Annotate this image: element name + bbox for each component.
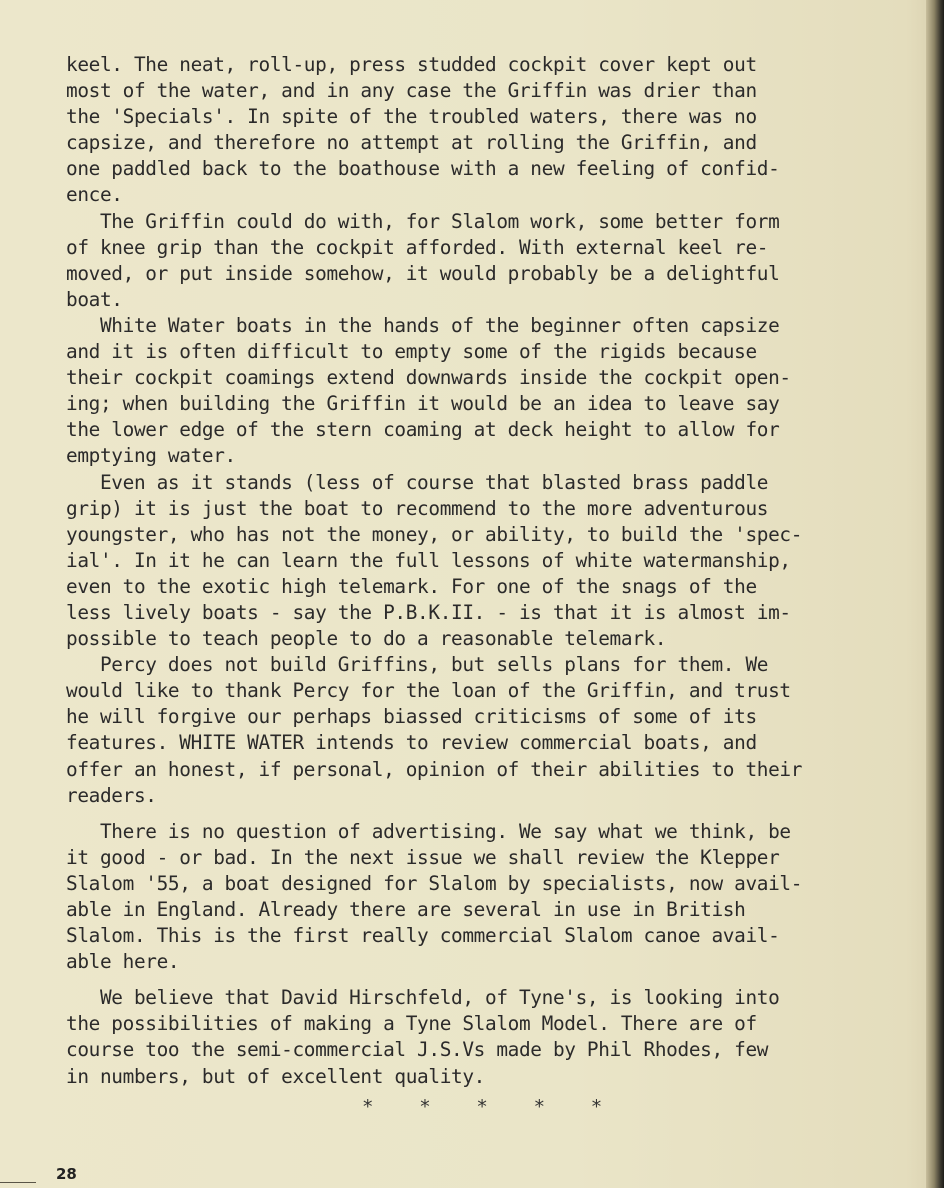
text-line: moved, or put inside somehow, it would probably be a delightful [66, 261, 780, 285]
paragraph-7 [66, 985, 896, 1089]
body-text [66, 52, 896, 1090]
paragraph-5 [66, 652, 896, 809]
text-line: keel. The neat, roll-up, press studded cockpit cover kept out [66, 53, 757, 76]
text-line: of knee grip than the cockpit afforded. With external keel re- [66, 235, 769, 259]
text-line: Even as it stands (less of course that blasted brass paddle [66, 470, 769, 494]
paragraph-4 [66, 470, 896, 653]
page-number: 28 [56, 1165, 77, 1183]
section-divider: * * * * * [362, 1096, 603, 1118]
text-line: ial'. In it he can learn the full lessons of white watermanship, [66, 548, 791, 572]
text-line: features. WHITE WATER intends to review commercial boats, and [66, 731, 757, 755]
text-line: in numbers, but of excellent quality. [66, 1064, 485, 1088]
text-line: their cockpit coamings extend downwards inside the cockpit open- [66, 366, 791, 390]
text-line: ence. [66, 183, 123, 207]
text-line: one paddled back to the boathouse with a new feeling of confid- [66, 157, 780, 181]
text-line: boat. [66, 287, 123, 311]
text-line: Slalom. This is the first really commercial Slalom canoe avail- [66, 924, 780, 948]
text-line: emptying water. [66, 444, 236, 468]
paragraph-1 [66, 52, 896, 209]
text-line: would like to thank Percy for the loan of the Griffin, and trust [66, 679, 791, 703]
text-line: he will forgive our perhaps biassed criticisms of some of its [66, 705, 757, 729]
text-line: The Griffin could do with, for Slalom work, some better form [66, 209, 780, 233]
paragraph-gap [66, 809, 896, 819]
text-line: even to the exotic high telemark. For one of the snags of the [66, 574, 757, 598]
text-line: There is no question of advertising. We say what we think, be [66, 819, 791, 843]
text-line: it good - or bad. In the next issue we shall review the Klepper [66, 845, 780, 869]
paragraph-2 [66, 209, 896, 313]
paragraph-6 [66, 819, 896, 976]
text-line: most of the water, and in any case the Griffin was drier than [66, 79, 757, 103]
text-line: Slalom '55, a boat designed for Slalom by specialists, now avail- [66, 871, 803, 895]
text-line: capsize, and therefore no attempt at rolling the Griffin, and [66, 131, 757, 155]
text-line: offer an honest, if personal, opinion of their abilities to their [66, 757, 803, 781]
paragraph-3 [66, 313, 896, 470]
text-line: possible to teach people to do a reasonable telemark. [66, 627, 667, 651]
text-line: course too the semi-commercial J.S.Vs made by Phil Rhodes, few [66, 1038, 769, 1062]
text-line: We believe that David Hirschfeld, of Tyne's, is looking into [66, 986, 780, 1010]
text-line: less lively boats - say the P.B.K.II. - is that it is almost im- [66, 600, 791, 624]
text-line: the lower edge of the stern coaming at deck height to allow for [66, 418, 780, 442]
text-line: able in England. Already there are several in use in British [66, 898, 746, 921]
book-spine-shadow [926, 0, 944, 1188]
text-line: White Water boats in the hands of the beginner often capsize [66, 313, 780, 337]
text-line: the possibilities of making a Tyne Slalom Model. There are of [66, 1012, 757, 1036]
text-line: grip) it is just the boat to recommend to the more adventurous [66, 496, 769, 520]
text-line: able here. [66, 950, 180, 974]
text-line: Percy does not build Griffins, but sells plans for them. We [66, 653, 769, 677]
text-line: and it is often difficult to empty some of the rigids because [66, 340, 757, 364]
text-line: the 'Specials'. In spite of the troubled waters, there was no [66, 105, 757, 129]
paragraph-gap [66, 975, 896, 985]
text-line: youngster, who has not the money, or ability, to build the 'spec- [66, 522, 803, 546]
text-line: ing; when building the Griffin it would be an idea to leave say [66, 392, 780, 416]
text-line: readers. [66, 783, 157, 807]
bottom-rule [0, 1182, 36, 1183]
